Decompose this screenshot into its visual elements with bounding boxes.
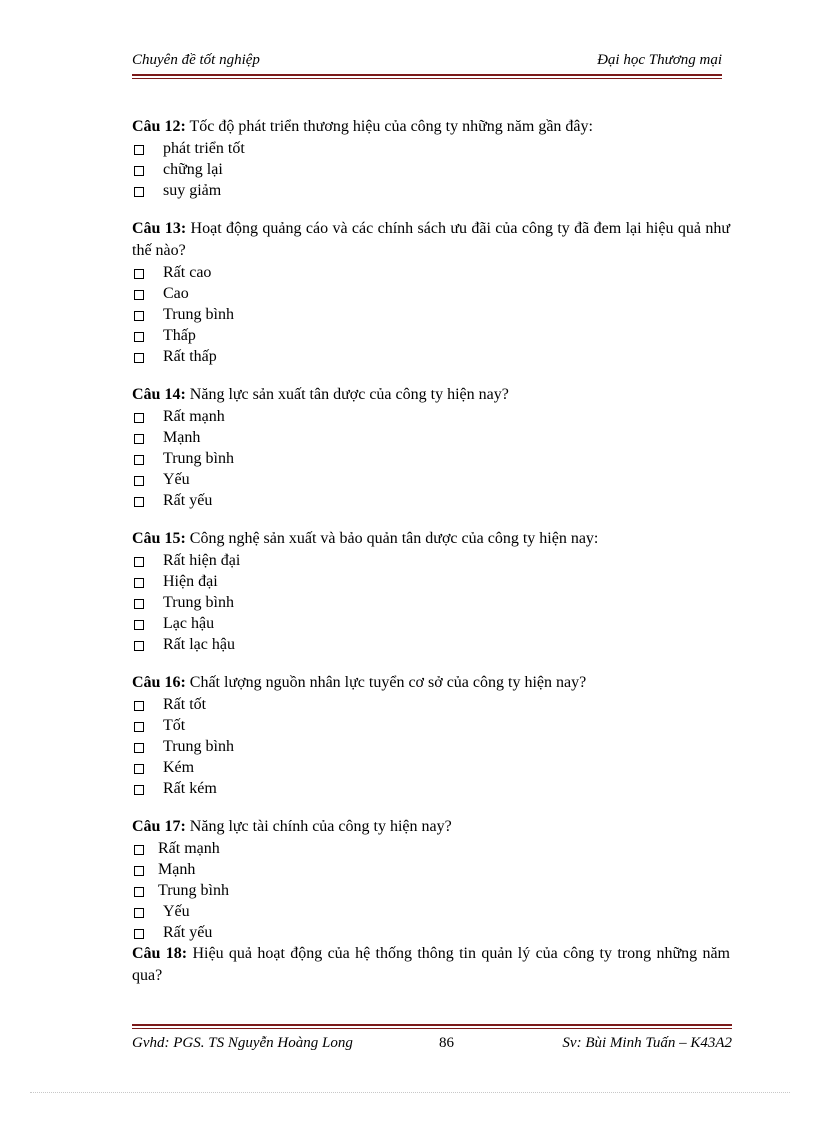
question-18 <box>132 943 730 987</box>
footer-rule-thin <box>132 1028 732 1029</box>
checkbox-icon[interactable] <box>134 476 144 486</box>
question-text <box>132 943 730 987</box>
option-label: Rất mạnh <box>163 408 225 425</box>
option[interactable] <box>132 922 730 943</box>
question-number: Câu 16: <box>132 674 186 691</box>
option-label: Yếu <box>163 471 190 488</box>
checkbox-icon[interactable] <box>134 353 144 363</box>
checkbox-icon[interactable] <box>134 578 144 588</box>
header-title-right: Đại học Thương mại <box>597 52 722 68</box>
checkbox-icon[interactable] <box>134 455 144 465</box>
option-label: Trung bình <box>163 738 234 755</box>
option-label: Cao <box>163 285 189 302</box>
header-rule <box>132 74 722 76</box>
question-16 <box>132 672 730 799</box>
checkbox-icon[interactable] <box>134 311 144 321</box>
question-prompt: Chất lượng nguồn nhân lực tuyển cơ sở của công ty hiện nay? <box>185 674 587 691</box>
checkbox-icon[interactable] <box>134 269 144 279</box>
checkbox-icon[interactable] <box>134 599 144 609</box>
option[interactable] <box>132 159 730 180</box>
option[interactable] <box>132 634 730 655</box>
option[interactable] <box>132 304 730 325</box>
checkbox-icon[interactable] <box>134 764 144 774</box>
checkbox-icon[interactable] <box>134 866 144 876</box>
question-text <box>132 672 730 694</box>
question-14 <box>132 384 730 511</box>
checkbox-icon[interactable] <box>134 290 144 300</box>
question-prompt: Công nghệ sản xuất và bảo quản tân dược của công ty hiện nay: <box>185 530 599 547</box>
checkbox-icon[interactable] <box>134 332 144 342</box>
checkbox-icon[interactable] <box>134 785 144 795</box>
option-label: Trung bình <box>158 882 229 899</box>
checkbox-icon[interactable] <box>134 908 144 918</box>
option-label: Rất tốt <box>163 696 207 713</box>
question-13 <box>132 218 730 367</box>
question-15 <box>132 528 730 655</box>
option-label: Rất mạnh <box>158 840 220 857</box>
option-label: Kém <box>163 759 195 776</box>
question-prompt: Tốc độ phát triển thương hiệu của công ty những năm gần đây: <box>185 118 593 135</box>
question-number: Câu 15: <box>132 530 186 547</box>
option[interactable] <box>132 736 730 757</box>
checkbox-icon[interactable] <box>134 929 144 939</box>
checkbox-icon[interactable] <box>134 557 144 567</box>
header-rule-thin <box>132 78 722 79</box>
question-text <box>132 218 730 262</box>
footer-student: Sv: Bùi Minh Tuấn – K43A2 <box>562 1035 732 1051</box>
option[interactable] <box>132 325 730 346</box>
option-label: Rất kém <box>163 780 217 797</box>
option-label: Thấp <box>163 327 196 344</box>
header-title-left: Chuyên đề tốt nghiệp <box>132 52 260 68</box>
question-prompt: Hoạt động quảng cáo và các chính sách ưu đãi của công ty đã đem lại hiệu quả như thế nào? <box>132 220 730 259</box>
option-label: Mạnh <box>158 861 196 878</box>
option-label: suy giảm <box>163 182 222 199</box>
option[interactable] <box>132 859 730 880</box>
question-prompt: Năng lực tài chính của công ty hiện nay? <box>185 818 452 835</box>
option-label: Rất hiện đại <box>163 552 241 569</box>
checkbox-icon[interactable] <box>134 641 144 651</box>
question-text <box>132 116 730 138</box>
question-number: Câu 14: <box>132 386 186 403</box>
checkbox-icon[interactable] <box>134 434 144 444</box>
checkbox-icon[interactable] <box>134 887 144 897</box>
page-bottom-edge <box>30 1092 790 1093</box>
option-label: chững lại <box>163 161 223 178</box>
option-label: Rất cao <box>163 264 212 281</box>
checkbox-icon[interactable] <box>134 722 144 732</box>
option[interactable] <box>132 283 730 304</box>
option[interactable] <box>132 613 730 634</box>
question-12 <box>132 116 730 201</box>
option-label: Rất thấp <box>163 348 217 365</box>
page-header <box>132 52 722 74</box>
option-label: Tốt <box>163 717 186 734</box>
option-label: Rất lạc hậu <box>163 636 235 653</box>
option[interactable] <box>132 715 730 736</box>
question-prompt: Hiệu quả hoạt động của hệ thống thông tin quản lý của công ty trong những năm qua? <box>132 945 731 984</box>
option-label: Lạc hậu <box>163 615 215 632</box>
option[interactable] <box>132 346 730 367</box>
checkbox-icon[interactable] <box>134 743 144 753</box>
checkbox-icon[interactable] <box>134 145 144 155</box>
option[interactable] <box>132 757 730 778</box>
question-prompt: Năng lực sản xuất tân dược của công ty hiện nay? <box>185 386 509 403</box>
option[interactable] <box>132 901 730 922</box>
option-label: Mạnh <box>163 429 201 446</box>
option-label: Yếu <box>163 903 190 920</box>
checkbox-icon[interactable] <box>134 620 144 630</box>
checkbox-icon[interactable] <box>134 413 144 423</box>
option-label: Rất yếu <box>163 492 213 509</box>
option[interactable] <box>132 262 730 283</box>
checkbox-icon[interactable] <box>134 166 144 176</box>
option[interactable] <box>132 469 730 490</box>
footer-rule <box>132 1024 732 1026</box>
option[interactable] <box>132 694 730 715</box>
footer-advisor: Gvhd: PGS. TS Nguyễn Hoàng Long <box>132 1035 353 1051</box>
page-footer <box>132 1035 732 1057</box>
option[interactable] <box>132 406 730 427</box>
checkbox-icon[interactable] <box>134 845 144 855</box>
option-label: Trung bình <box>163 594 234 611</box>
document-body <box>132 116 730 1004</box>
option-label: phát triển tốt <box>163 140 245 157</box>
option[interactable] <box>132 448 730 469</box>
option[interactable] <box>132 592 730 613</box>
option[interactable] <box>132 550 730 571</box>
option[interactable] <box>132 490 730 511</box>
option[interactable] <box>132 180 730 201</box>
option[interactable] <box>132 571 730 592</box>
option[interactable] <box>132 880 730 901</box>
option[interactable] <box>132 778 730 799</box>
option[interactable] <box>132 427 730 448</box>
question-number: Câu 18: <box>132 945 188 962</box>
question-number: Câu 13: <box>132 220 187 237</box>
option[interactable] <box>132 838 730 859</box>
question-number: Câu 17: <box>132 818 186 835</box>
question-17 <box>132 816 730 943</box>
checkbox-icon[interactable] <box>134 187 144 197</box>
question-text <box>132 384 730 406</box>
checkbox-icon[interactable] <box>134 497 144 507</box>
question-text <box>132 816 730 838</box>
question-number: Câu 12: <box>132 118 186 135</box>
question-text <box>132 528 730 550</box>
checkbox-icon[interactable] <box>134 701 144 711</box>
option[interactable] <box>132 138 730 159</box>
option-label: Trung bình <box>163 306 234 323</box>
option-label: Rất yếu <box>163 924 213 941</box>
option-label: Trung bình <box>163 450 234 467</box>
option-label: Hiện đại <box>163 573 218 590</box>
page-number: 86 <box>439 1035 454 1051</box>
